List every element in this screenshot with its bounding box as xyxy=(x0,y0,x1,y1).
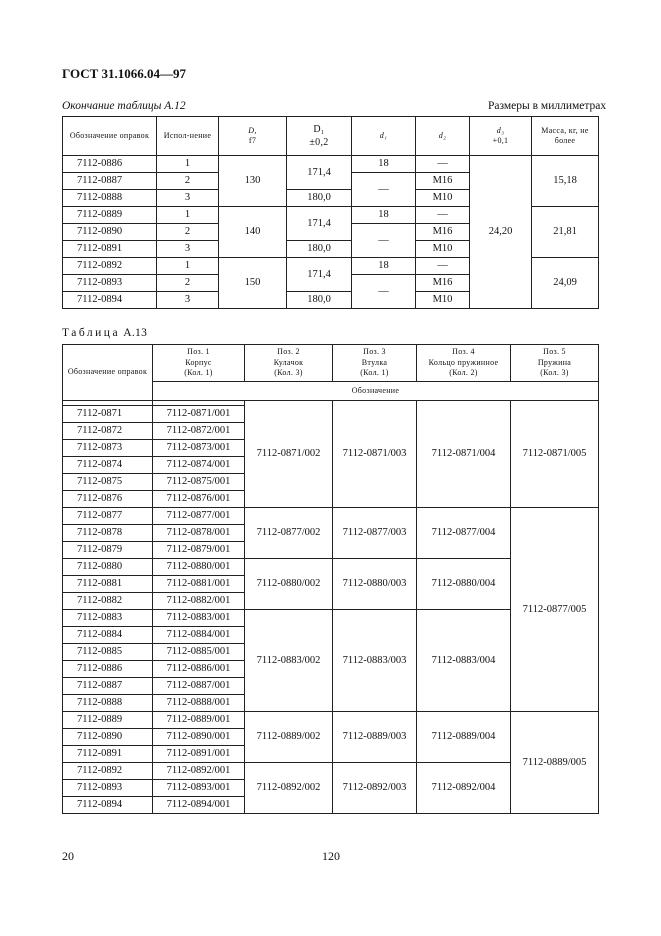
cell-designation: 7112-0888 xyxy=(63,695,153,712)
cell-designation: 7112-0874 xyxy=(63,457,153,474)
cell-mass: 21,81 xyxy=(532,207,599,258)
cell-pos2: 7112-0880/002 xyxy=(245,559,333,610)
cell-pos1: 7112-0875/001 xyxy=(153,474,245,491)
table-a13-caption-num: А.13 xyxy=(123,327,148,339)
header-d3 xyxy=(470,117,532,156)
table-a12-header xyxy=(63,117,599,156)
cell-variant: 3 xyxy=(157,190,219,207)
cell-pos2: 7112-0877/002 xyxy=(245,508,333,559)
cell-pos2: 7112-0892/002 xyxy=(245,763,333,814)
cell-d-small: — xyxy=(352,173,416,207)
pos5-label: Поз. 5 xyxy=(543,347,566,357)
units-note: Размеры в миллиметрах xyxy=(488,100,607,112)
cell-pos4: 7112-0871/004 xyxy=(417,401,511,508)
cell-d3: 24,20 xyxy=(470,156,532,309)
header-designation: Обозначение оправок xyxy=(63,117,157,156)
cell-designation: 7112-0892 xyxy=(63,258,157,275)
table-a12 xyxy=(62,116,599,309)
cell-designation: 7112-0887 xyxy=(63,173,157,190)
pos5-name: Пружина xyxy=(537,357,572,367)
cell-pos1: 7112-0873/001 xyxy=(153,440,245,457)
cell-pos1: 7112-0882/001 xyxy=(153,593,245,610)
cell-variant: 1 xyxy=(157,156,219,173)
cell-pos5: 7112-0889/005 xyxy=(511,712,599,814)
cell-variant: 3 xyxy=(157,292,219,309)
cell-pos4: 7112-0889/004 xyxy=(417,712,511,763)
cell-pos1: 7112-0871/001 xyxy=(153,406,245,423)
cell-pos5: 7112-0871/005 xyxy=(511,401,599,508)
cell-designation: 7112-0879 xyxy=(63,542,153,559)
pos4-name: Кольцо пружинное xyxy=(428,357,499,367)
cell-pos1: 7112-0889/001 xyxy=(153,712,245,729)
cell-pos4: 7112-0883/004 xyxy=(417,610,511,712)
table-row xyxy=(63,156,599,173)
header-pos5 xyxy=(511,345,599,382)
cell-d: 140 xyxy=(219,207,287,258)
cell-designation: 7112-0876 xyxy=(63,491,153,508)
cell-pos4: 7112-0892/004 xyxy=(417,763,511,814)
cell-designation: 7112-0890 xyxy=(63,729,153,746)
header-variant: Испол-нение xyxy=(157,117,219,156)
cell-pos1: 7112-0890/001 xyxy=(153,729,245,746)
cell-pos3: 7112-0883/003 xyxy=(333,610,417,712)
table-a13-header xyxy=(63,345,599,382)
cell-pos1: 7112-0881/001 xyxy=(153,576,245,593)
cell-d2: М16 xyxy=(416,224,470,241)
cell-pos1: 7112-0874/001 xyxy=(153,457,245,474)
header-d2 xyxy=(416,117,470,156)
header-designation: Обозначение оправок xyxy=(63,345,153,401)
cell-pos1: 7112-0884/001 xyxy=(153,627,245,644)
cell-designation: 7112-0886 xyxy=(63,661,153,678)
header-d-tol: f7 xyxy=(248,136,257,145)
cell-variant: 2 xyxy=(157,224,219,241)
cell-variant: 2 xyxy=(157,173,219,190)
cell-designation: 7112-0890 xyxy=(63,224,157,241)
cell-d-small: 18 xyxy=(352,207,416,224)
cell-pos1: 7112-0893/001 xyxy=(153,780,245,797)
cell-pos1: 7112-0877/001 xyxy=(153,508,245,525)
cell-designation: 7112-0891 xyxy=(63,241,157,258)
cell-d: 130 xyxy=(219,156,287,207)
cell-designation: 7112-0873 xyxy=(63,440,153,457)
cell-d1: 180,0 xyxy=(287,241,352,258)
cell-mass: 15,18 xyxy=(532,156,599,207)
pos1-qty: (Кол. 1) xyxy=(184,368,213,378)
pos4-qty: (Кол. 2) xyxy=(449,368,478,378)
page-number-left: 20 xyxy=(62,849,74,863)
pos1-label: Поз. 1 xyxy=(187,347,210,357)
header-d1 xyxy=(287,117,352,156)
cell-variant: 3 xyxy=(157,241,219,258)
header-d-small-label: d₁ xyxy=(379,130,388,140)
cell-d2: — xyxy=(416,258,470,275)
header-d: D, f7 xyxy=(219,117,287,156)
cell-designation: 7112-0886 xyxy=(63,156,157,173)
cell-pos1: 7112-0879/001 xyxy=(153,542,245,559)
cell-d2: — xyxy=(416,207,470,224)
cell-designation: 7112-0878 xyxy=(63,525,153,542)
cell-designation: 7112-0889 xyxy=(63,712,153,729)
cell-designation: 7112-0880 xyxy=(63,559,153,576)
pos2-label: Поз. 2 xyxy=(277,347,300,357)
pos3-qty: (Кол. 1) xyxy=(360,368,389,378)
pos3-name: Втулка xyxy=(361,357,388,367)
cell-d2: М16 xyxy=(416,173,470,190)
table-a13-caption-word: Таблица xyxy=(62,327,121,339)
cell-pos4: 7112-0877/004 xyxy=(417,508,511,559)
header-pos4 xyxy=(417,345,511,382)
cell-pos3: 7112-0877/003 xyxy=(333,508,417,559)
cell-designation: 7112-0893 xyxy=(63,780,153,797)
cell-variant: 1 xyxy=(157,207,219,224)
subheader-designation: Обозначение xyxy=(153,382,599,401)
table-a13-caption xyxy=(62,327,147,339)
header-d3-tol: +0,1 xyxy=(492,136,509,145)
cell-pos2: 7112-0883/002 xyxy=(245,610,333,712)
cell-designation: 7112-0871 xyxy=(63,406,153,423)
cell-pos1: 7112-0892/001 xyxy=(153,763,245,780)
cell-designation: 7112-0881 xyxy=(63,576,153,593)
standard-title: ГОСТ 31.1066.04—97 xyxy=(62,66,187,81)
cell-d2: М16 xyxy=(416,275,470,292)
cell-d: 150 xyxy=(219,258,287,309)
cell-d2: М10 xyxy=(416,190,470,207)
cell-designation: 7112-0883 xyxy=(63,610,153,627)
cell-pos3: 7112-0871/003 xyxy=(333,401,417,508)
page-number-center: 120 xyxy=(322,849,340,863)
header-pos3 xyxy=(333,345,417,382)
header-d2-label: d₂ xyxy=(438,130,447,140)
cell-designation: 7112-0875 xyxy=(63,474,153,491)
cell-pos1: 7112-0887/001 xyxy=(153,678,245,695)
cell-d-small: — xyxy=(352,275,416,309)
cell-d1: 171,4 xyxy=(287,156,352,190)
cell-d1: 180,0 xyxy=(287,292,352,309)
cell-designation: 7112-0894 xyxy=(63,797,153,814)
cell-d1: 171,4 xyxy=(287,258,352,292)
pos5-qty: (Кол. 3) xyxy=(540,368,569,378)
cell-d-small: 18 xyxy=(352,156,416,173)
cell-pos3: 7112-0892/003 xyxy=(333,763,417,814)
cell-pos4: 7112-0880/004 xyxy=(417,559,511,610)
cell-designation: 7112-0882 xyxy=(63,593,153,610)
cell-pos3: 7112-0889/003 xyxy=(333,712,417,763)
table-a12-caption: Окончание таблицы А.12 xyxy=(62,100,186,112)
cell-pos2: 7112-0889/002 xyxy=(245,712,333,763)
header-d1-tol: ±0,2 xyxy=(309,137,329,148)
header-d-small xyxy=(352,117,416,156)
header-d1-label: D₁ xyxy=(313,124,325,135)
table-a13 xyxy=(62,344,599,814)
pos4-label: Поз. 4 xyxy=(452,347,475,357)
cell-pos5: 7112-0877/005 xyxy=(511,508,599,712)
cell-designation: 7112-0889 xyxy=(63,207,157,224)
cell-pos1: 7112-0885/001 xyxy=(153,644,245,661)
header-pos2 xyxy=(245,345,333,382)
header-mass: Масса, кг, не более xyxy=(532,117,599,156)
header-pos1 xyxy=(153,345,245,382)
cell-variant: 1 xyxy=(157,258,219,275)
header-d-label: D xyxy=(248,125,255,135)
cell-pos1: 7112-0886/001 xyxy=(153,661,245,678)
header-d3-label: d₃ xyxy=(496,125,505,135)
cell-d2: — xyxy=(416,156,470,173)
cell-pos1: 7112-0878/001 xyxy=(153,525,245,542)
cell-pos1: 7112-0894/001 xyxy=(153,797,245,814)
cell-d2: М10 xyxy=(416,241,470,258)
cell-designation: 7112-0887 xyxy=(63,678,153,695)
cell-designation: 7112-0888 xyxy=(63,190,157,207)
cell-d1: 180,0 xyxy=(287,190,352,207)
cell-d-small: — xyxy=(352,224,416,258)
cell-pos1: 7112-0891/001 xyxy=(153,746,245,763)
cell-designation: 7112-0892 xyxy=(63,763,153,780)
cell-designation: 7112-0893 xyxy=(63,275,157,292)
cell-designation: 7112-0894 xyxy=(63,292,157,309)
pos2-name: Кулачок xyxy=(273,357,304,367)
cell-mass: 24,09 xyxy=(532,258,599,309)
cell-designation: 7112-0872 xyxy=(63,423,153,440)
cell-pos1: 7112-0880/001 xyxy=(153,559,245,576)
cell-d2: М10 xyxy=(416,292,470,309)
pos3-label: Поз. 3 xyxy=(363,347,386,357)
pos2-qty: (Кол. 3) xyxy=(274,368,303,378)
cell-pos1: 7112-0883/001 xyxy=(153,610,245,627)
cell-pos1: 7112-0876/001 xyxy=(153,491,245,508)
cell-designation: 7112-0877 xyxy=(63,508,153,525)
table-row xyxy=(63,508,599,525)
table-row xyxy=(63,712,599,729)
cell-d1: 171,4 xyxy=(287,207,352,241)
cell-designation: 7112-0885 xyxy=(63,644,153,661)
cell-designation: 7112-0891 xyxy=(63,746,153,763)
cell-d-small: 18 xyxy=(352,258,416,275)
pos1-name: Корпус xyxy=(185,357,212,367)
cell-pos3: 7112-0880/003 xyxy=(333,559,417,610)
cell-variant: 2 xyxy=(157,275,219,292)
cell-pos1: 7112-0872/001 xyxy=(153,423,245,440)
cell-pos2: 7112-0871/002 xyxy=(245,401,333,508)
cell-pos1: 7112-0888/001 xyxy=(153,695,245,712)
cell-designation: 7112-0884 xyxy=(63,627,153,644)
